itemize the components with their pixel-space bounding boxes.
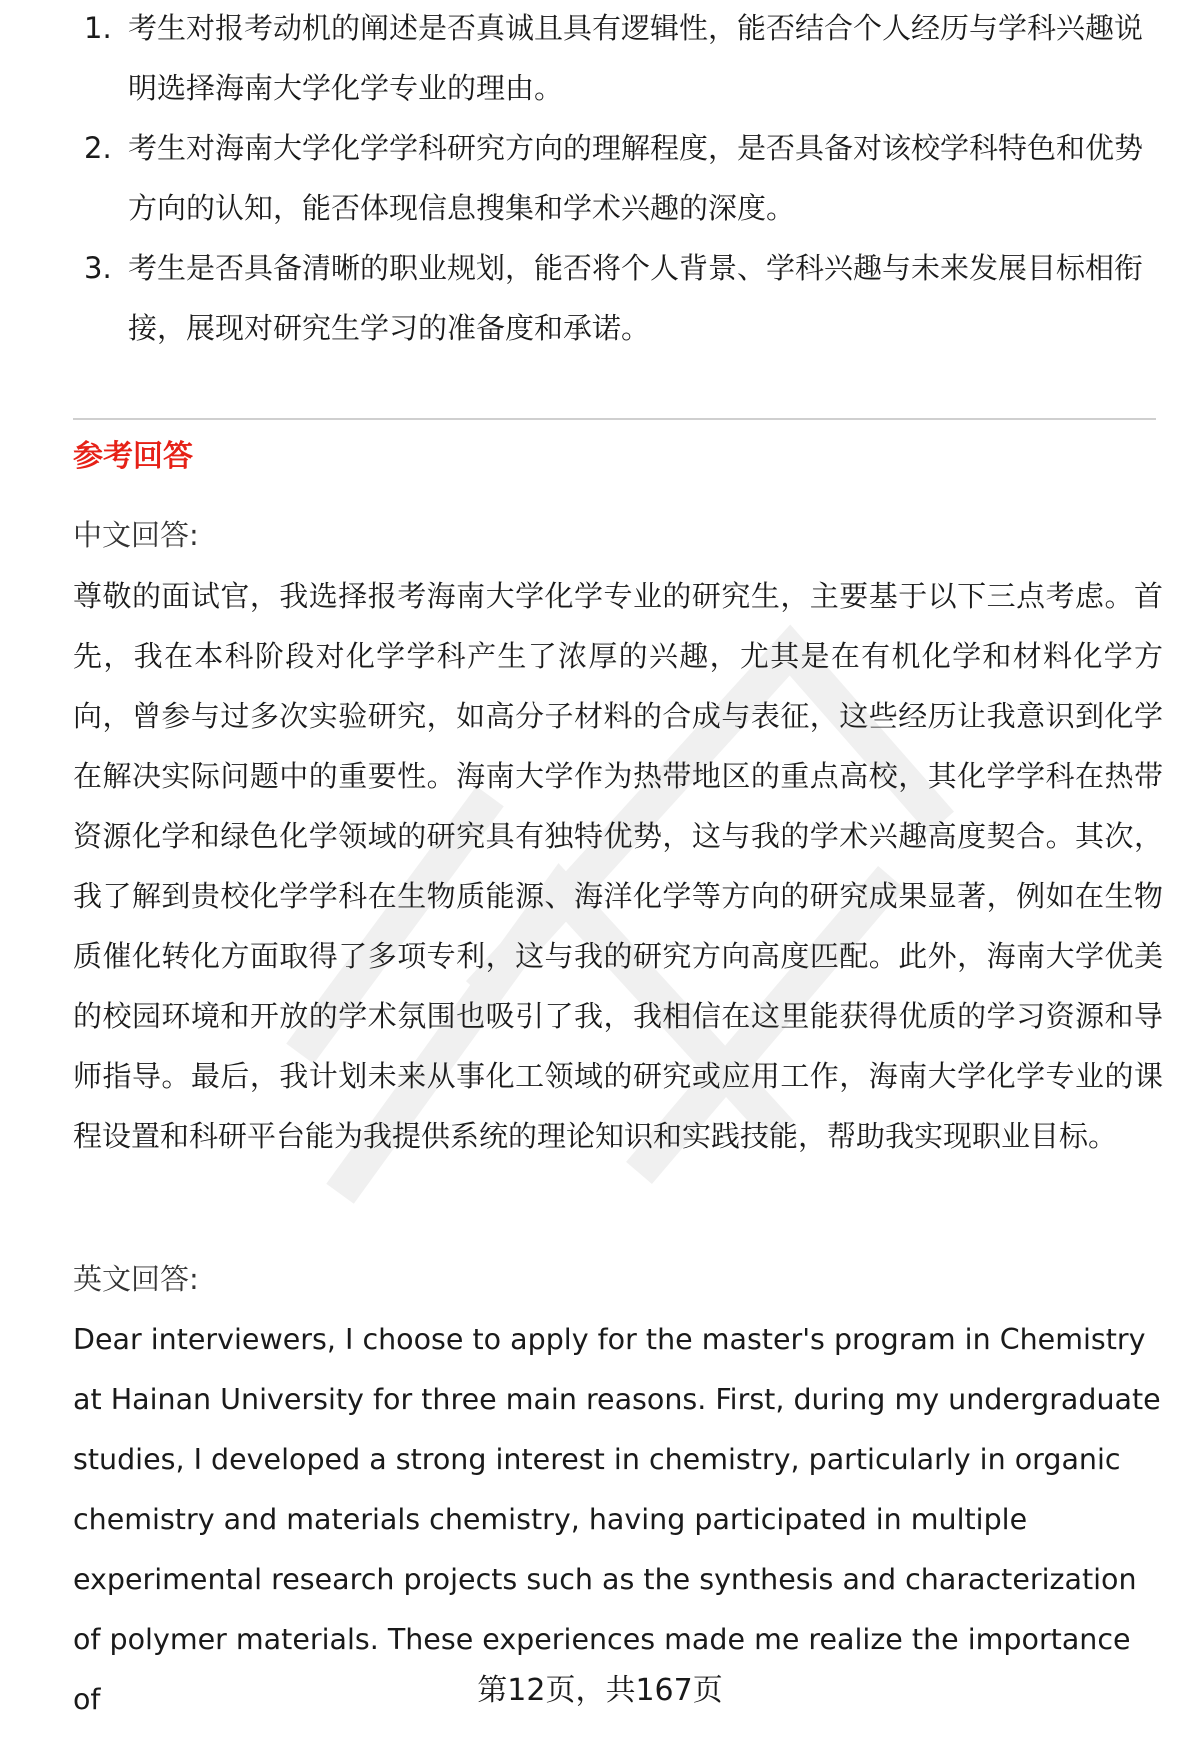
criteria-text: 考生对报考动机的阐述是否真诚且具有逻辑性，能否结合个人经历与学科兴趣说明选择海南大学化学专业的理由。 bbox=[128, 11, 1144, 105]
criteria-item bbox=[80, 118, 1160, 238]
criteria-item bbox=[80, 238, 1160, 358]
english-answer-text: Dear interviewers, I choose to apply for the master's program in Chemistry at Hainan University for three main reasons. First, during my undergraduate studies, I developed a strong interest in chemistry, particularly in organic chemistry and materials chemistry, having participated in multiple experimental research projects such as the synthesis and characterization of polymer materials. These experiences made me realize the importance of bbox=[73, 1323, 1161, 1716]
chinese-answer-label: 中文回答: bbox=[73, 518, 199, 552]
english-answer-label: 英文回答: bbox=[73, 1262, 199, 1296]
page-number-footer: 第12页，共167页 bbox=[477, 1673, 723, 1708]
chinese-answer-text: 尊敬的面试官，我选择报考海南大学化学专业的研究生，主要基于以下三点考虑。首先，我在本科阶段对化学学科产生了浓厚的兴趣，尤其是在有机化学和材料化学方向，曾参与过多次实验研究，如高分子材料的合成与表征，这些经历让我意识到化学在解决实际问题中的重要性。海南大学作为热带地区的重点高校，其化学学科在热带资源化学和绿色化学领域的研究具有独特优势，这与我的学术兴趣高度契合。其次，我了解到贵校化学学科在生物质能源、海洋化学等方向的研究成果显著，例如在生物质催化转化方面取得了多项专利，这与我的研究方向高度匹配。此外，海南大学优美的校园环境和开放的学术氛围也吸引了我，我相信在这里能获得优质的学习资源和导师指导。最后，我计划未来从事化工领域的研究或应用工作，海南大学化学专业的课程设置和科研平台能为我提供系统的理论知识和实践技能，帮助我实现职业目标。 bbox=[73, 579, 1163, 1153]
reference-answer-heading: 参考回答 bbox=[73, 439, 193, 474]
criteria-number: 3. bbox=[84, 251, 112, 285]
criteria-item bbox=[80, 0, 1160, 118]
evaluation-criteria-list bbox=[80, 11, 1160, 358]
criteria-number: 1. bbox=[84, 11, 112, 45]
criteria-text: 考生对海南大学化学学科研究方向的理解程度，是否具备对该校学科特色和优势方向的认知，能否体现信息搜集和学术兴趣的深度。 bbox=[128, 131, 1144, 225]
section-divider bbox=[73, 418, 1156, 420]
criteria-number: 2. bbox=[84, 131, 112, 165]
criteria-text: 考生是否具备清晰的职业规划，能否将个人背景、学科兴趣与未来发展目标相衔接，展现对研究生学习的准备度和承诺。 bbox=[128, 251, 1144, 345]
